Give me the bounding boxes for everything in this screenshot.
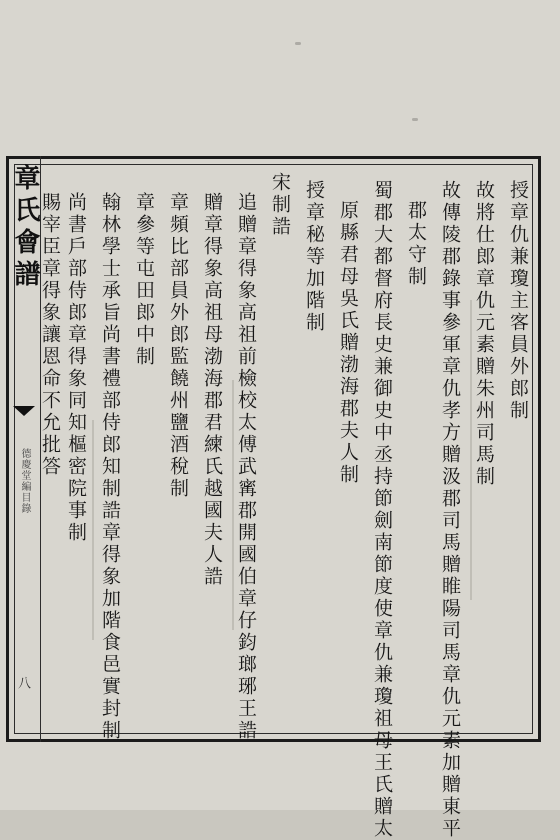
text-column: 翰林學士承旨尚書禮部侍郎知制誥章得象加階食邑實封制 [99, 192, 121, 742]
text-column: 賜宰臣章得象讓恩命不允批答 [39, 192, 61, 478]
text-column: 故將仕郎章仇元素贈朱州司馬制 [473, 180, 495, 488]
text-column: 章頻比部員外郎監饒州鹽酒稅制 [167, 192, 189, 500]
fold-column [6, 156, 41, 742]
book-title: 章氏會譜 [10, 164, 40, 292]
book-subtitle: 德慶堂編目錄 [19, 448, 30, 514]
bleed-through [92, 420, 94, 640]
bleed-through [470, 300, 472, 600]
text-column: 章參等屯田郎中制 [133, 192, 155, 368]
paper-speck [295, 42, 301, 45]
section-heading: 宋制誥 [269, 172, 291, 238]
text-column: 蜀郡大都督府長史兼御史中丞持節劍南節度使章仇兼瓊祖母王氏贈太 [371, 180, 393, 840]
text-column: 原縣君母吳氏贈渤海郡夫人制 [337, 200, 359, 486]
paper-speck [412, 118, 418, 121]
page-number: 八 [15, 676, 30, 689]
fish-tail-mark [13, 406, 35, 416]
text-column: 授章仇兼瓊主客員外郎制 [507, 180, 529, 422]
bleed-through [232, 380, 234, 630]
text-column: 授章秘等加階制 [303, 180, 325, 334]
text-column: 贈章得象高祖母渤海郡君練氏越國夫人誥 [201, 192, 223, 588]
text-column: 故傳陵郡錄事參軍章仇孝方贈汲郡司馬贈睢陽司馬章仇元素加贈東平 [439, 180, 461, 840]
text-column: 郡太守制 [405, 200, 427, 288]
text-column: 追贈章得象高祖前檢校太傅武寗郡開國伯章仔鈞瑯琊王誥 [235, 192, 257, 742]
text-column: 尚書戶部侍郎章得象同知樞密院事制 [65, 192, 87, 544]
